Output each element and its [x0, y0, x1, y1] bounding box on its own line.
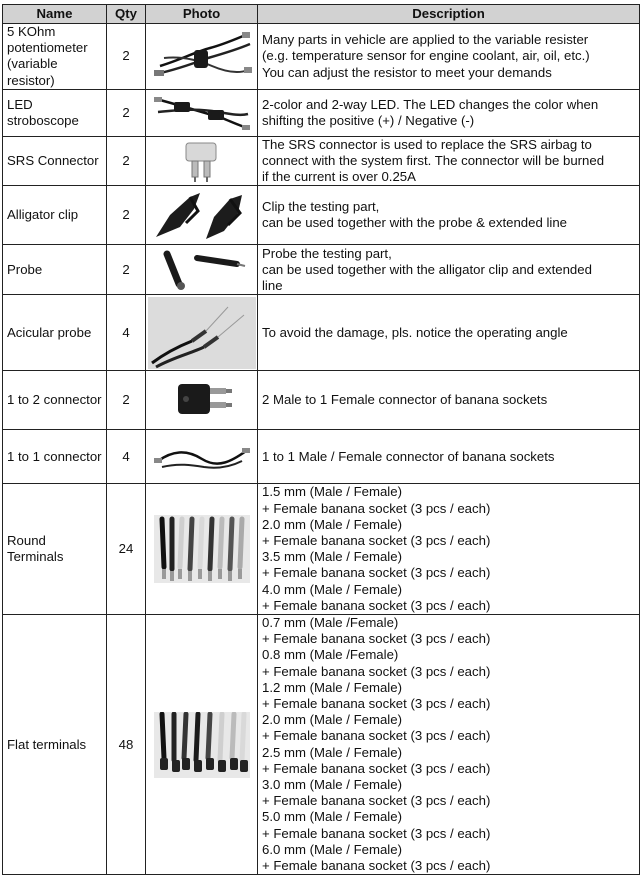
part-photo	[146, 430, 258, 484]
table-row	[3, 89, 640, 136]
part-qty: 48	[107, 615, 146, 875]
part-qty: 4	[107, 430, 146, 484]
table-row	[3, 484, 640, 615]
part-name: Alligator clip	[3, 186, 107, 245]
part-description: Many parts in vehicle are applied to the variable resister (e.g. temperature sensor for engine coolant, air, oil, etc.) You can adjust the resistor to meet your demands	[258, 24, 640, 90]
part-photo	[146, 484, 258, 615]
part-description: 2-color and 2-way LED. The LED changes the color when shifting the positive (+) / Negative (-)	[258, 89, 640, 136]
header-qty: Qty	[107, 5, 146, 24]
led-leads-photo	[152, 92, 252, 134]
test-leads-photo	[150, 30, 254, 82]
part-qty: 2	[107, 245, 146, 295]
part-description: 1 to 1 Male / Female connector of banana sockets	[258, 430, 640, 484]
part-photo	[146, 136, 258, 186]
header-photo: Photo	[146, 5, 258, 24]
part-qty: 4	[107, 295, 146, 371]
acicular-probe-photo	[148, 297, 256, 369]
table-row	[3, 186, 640, 245]
srs-connector-photo	[172, 139, 232, 183]
table-row	[3, 245, 640, 295]
table-row	[3, 615, 640, 875]
part-name: Acicular probe	[3, 295, 107, 371]
part-description: Clip the testing part, can be used together with the probe & extended line	[258, 186, 640, 245]
table-row	[3, 295, 640, 371]
part-name: Flat terminals	[3, 615, 107, 875]
part-photo	[146, 371, 258, 430]
part-photo	[146, 186, 258, 245]
table-row	[3, 136, 640, 186]
table-row	[3, 24, 640, 90]
part-photo	[146, 89, 258, 136]
part-description: 2 Male to 1 Female connector of banana sockets	[258, 371, 640, 430]
flat-terminals-photo	[154, 712, 250, 778]
part-qty: 2	[107, 186, 146, 245]
part-qty: 24	[107, 484, 146, 615]
part-name: 1 to 1 connector	[3, 430, 107, 484]
parts-table	[2, 4, 640, 875]
part-description: To avoid the damage, pls. notice the operating angle	[258, 295, 640, 371]
table-row	[3, 430, 640, 484]
part-photo	[146, 245, 258, 295]
part-qty: 2	[107, 24, 146, 90]
part-name: Probe	[3, 245, 107, 295]
part-photo	[146, 295, 258, 371]
part-description: Probe the testing part, can be used together with the alligator clip and extended line	[258, 245, 640, 295]
part-qty: 2	[107, 89, 146, 136]
header-name: Name	[3, 5, 107, 24]
part-qty: 2	[107, 371, 146, 430]
one-to-one-connector-photo	[152, 437, 252, 477]
header-row	[3, 5, 640, 24]
part-name: Round Terminals	[3, 484, 107, 615]
table-row	[3, 371, 640, 430]
part-photo	[146, 615, 258, 875]
part-description: 1.5 mm (Male / Female) + Female banana socket (3 pcs / each) 2.0 mm (Male / Female) + Female banana socket (3 pcs / each) 3.5 mm (Male / Female) + Female banana socket (3 pcs / each) 4.0 mm (Male / Female) + Female banana socket (3 pcs / each)	[258, 484, 640, 615]
header-description: Description	[258, 5, 640, 24]
part-name: SRS Connector	[3, 136, 107, 186]
round-terminals-photo	[154, 515, 250, 583]
part-qty: 2	[107, 136, 146, 186]
part-photo	[146, 24, 258, 90]
part-name: 1 to 2 connector	[3, 371, 107, 430]
alligator-clip-photo	[150, 187, 254, 243]
part-name: 5 KOhm potentiometer (variable resistor)	[3, 24, 107, 90]
probe-photo	[157, 248, 247, 292]
part-description: The SRS connector is used to replace the SRS airbag to connect with the system first. The connector will be burned if the current is over 0.25A	[258, 136, 640, 186]
one-to-two-connector-photo	[162, 376, 242, 424]
part-description: 0.7 mm (Male /Female) + Female banana socket (3 pcs / each) 0.8 mm (Male /Female) + Female banana socket (3 pcs / each) 1.2 mm (Male / Female) + Female banana socket (3 pcs / each) 2.0 mm (Male / Female) + Female banana socket (3 pcs / each) 2.5 mm (Male / Female) + Female banana socket (3 pcs / each) 3.0 mm (Male / Female) + Female banana socket (3 pcs / each) 5.0 mm (Male / Female) + Female banana socket (3 pcs / each) 6.0 mm (Male / Female) + Female banana socket (3 pcs / each)	[258, 615, 640, 875]
part-name: LED stroboscope	[3, 89, 107, 136]
